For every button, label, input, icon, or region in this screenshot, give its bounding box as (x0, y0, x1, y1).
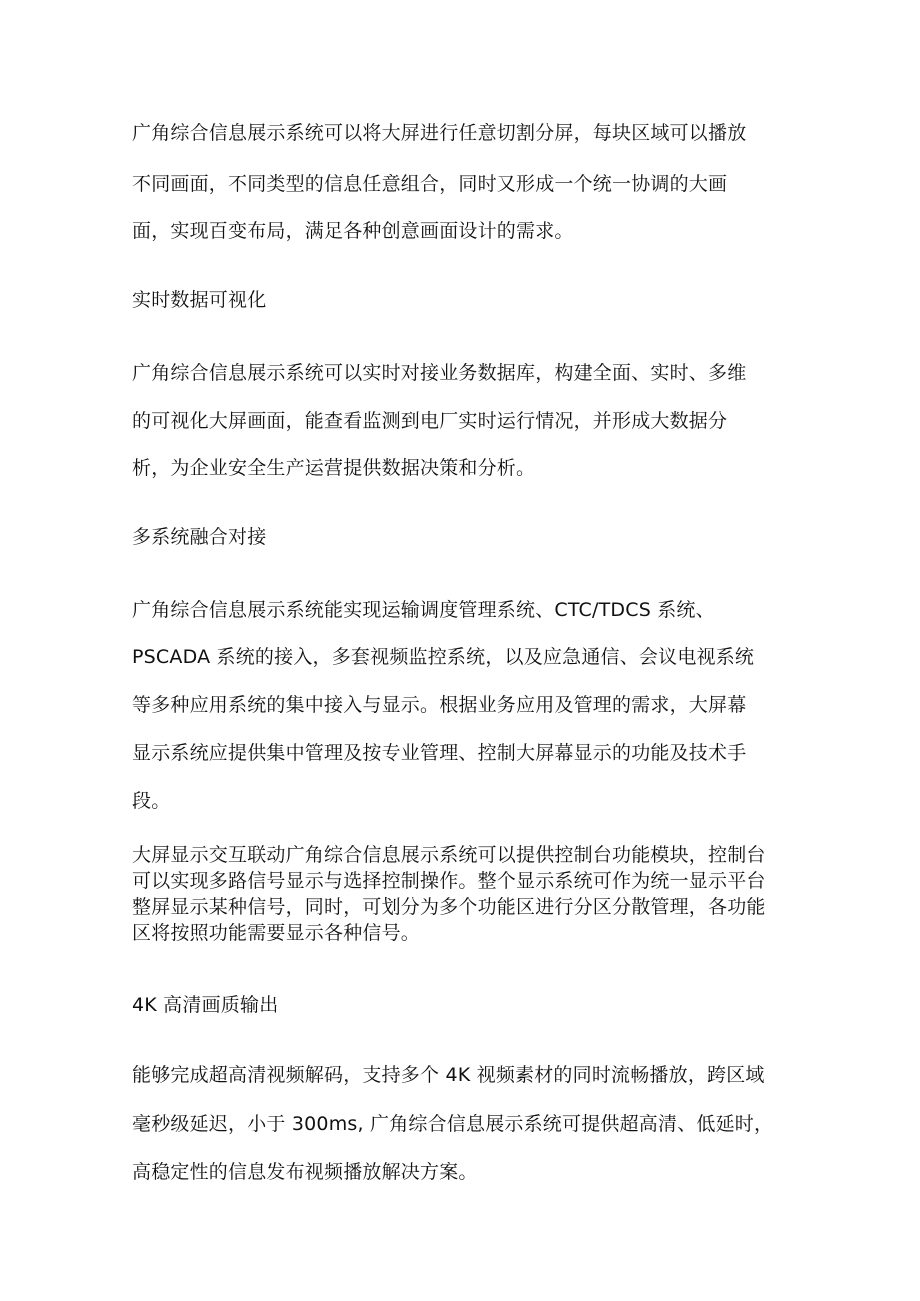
paragraph-line: 显示系统应提供集中管理及按专业管理、控制大屏幕显示的功能及技术手 (132, 742, 747, 764)
section-heading: 实时数据可视化 (132, 289, 267, 311)
paragraph-line: 高稳定性的信息发布视频播放解决方案。 (132, 1161, 478, 1183)
paragraph-line: 广角综合信息展示系统可以实时对接业务数据库，构建全面、实时、多维 (132, 362, 747, 384)
paragraph-line: 广角综合信息展示系统能实现运输调度管理系统、CTC/TDCS 系统、 (132, 599, 715, 621)
paragraph-line: 区将按照功能需要显示各种信号。 (132, 922, 421, 944)
paragraph-line: 可以实现多路信号显示与选择控制操作。整个显示系统可作为统一显示平台 (132, 870, 766, 892)
paragraph-line: 析，为企业安全生产运营提供数据决策和分析。 (132, 457, 536, 479)
paragraph-line: PSCADA 系统的接入，多套视频监控系统，以及应急通信、会议电视系统 (132, 646, 755, 668)
paragraph-line: 大屏显示交互联动广角综合信息展示系统可以提供控制台功能模块，控制台 (132, 844, 766, 866)
paragraph-line: 毫秒级延迟，小于 300ms, 广角综合信息展示系统可提供超高清、低延时， (132, 1113, 774, 1135)
paragraph-line: 整屏显示某种信号，同时，可划分为多个功能区进行分区分散管理，各功能 (132, 896, 766, 918)
paragraph-line: 广角综合信息展示系统可以将大屏进行任意切割分屏，每块区域可以播放 (132, 122, 747, 144)
paragraph-line: 段。 (132, 790, 171, 812)
paragraph-line: 面，实现百变布局，满足各种创意画面设计的需求。 (132, 220, 574, 242)
section-heading: 4K 高清画质输出 (132, 994, 279, 1016)
paragraph-line: 等多种应用系统的集中接入与显示。根据业务应用及管理的需求，大屏幕 (132, 694, 747, 716)
paragraph-line: 能够完成超高清视频解码，支持多个 4K 视频素材的同时流畅播放，跨区域 (132, 1064, 765, 1086)
section-heading: 多系统融合对接 (132, 526, 267, 548)
paragraph-line: 不同画面，不同类型的信息任意组合，同时又形成一个统一协调的大画 (132, 173, 728, 195)
paragraph-line: 的可视化大屏画面，能查看监测到电厂实时运行情况，并形成大数据分 (132, 410, 728, 432)
